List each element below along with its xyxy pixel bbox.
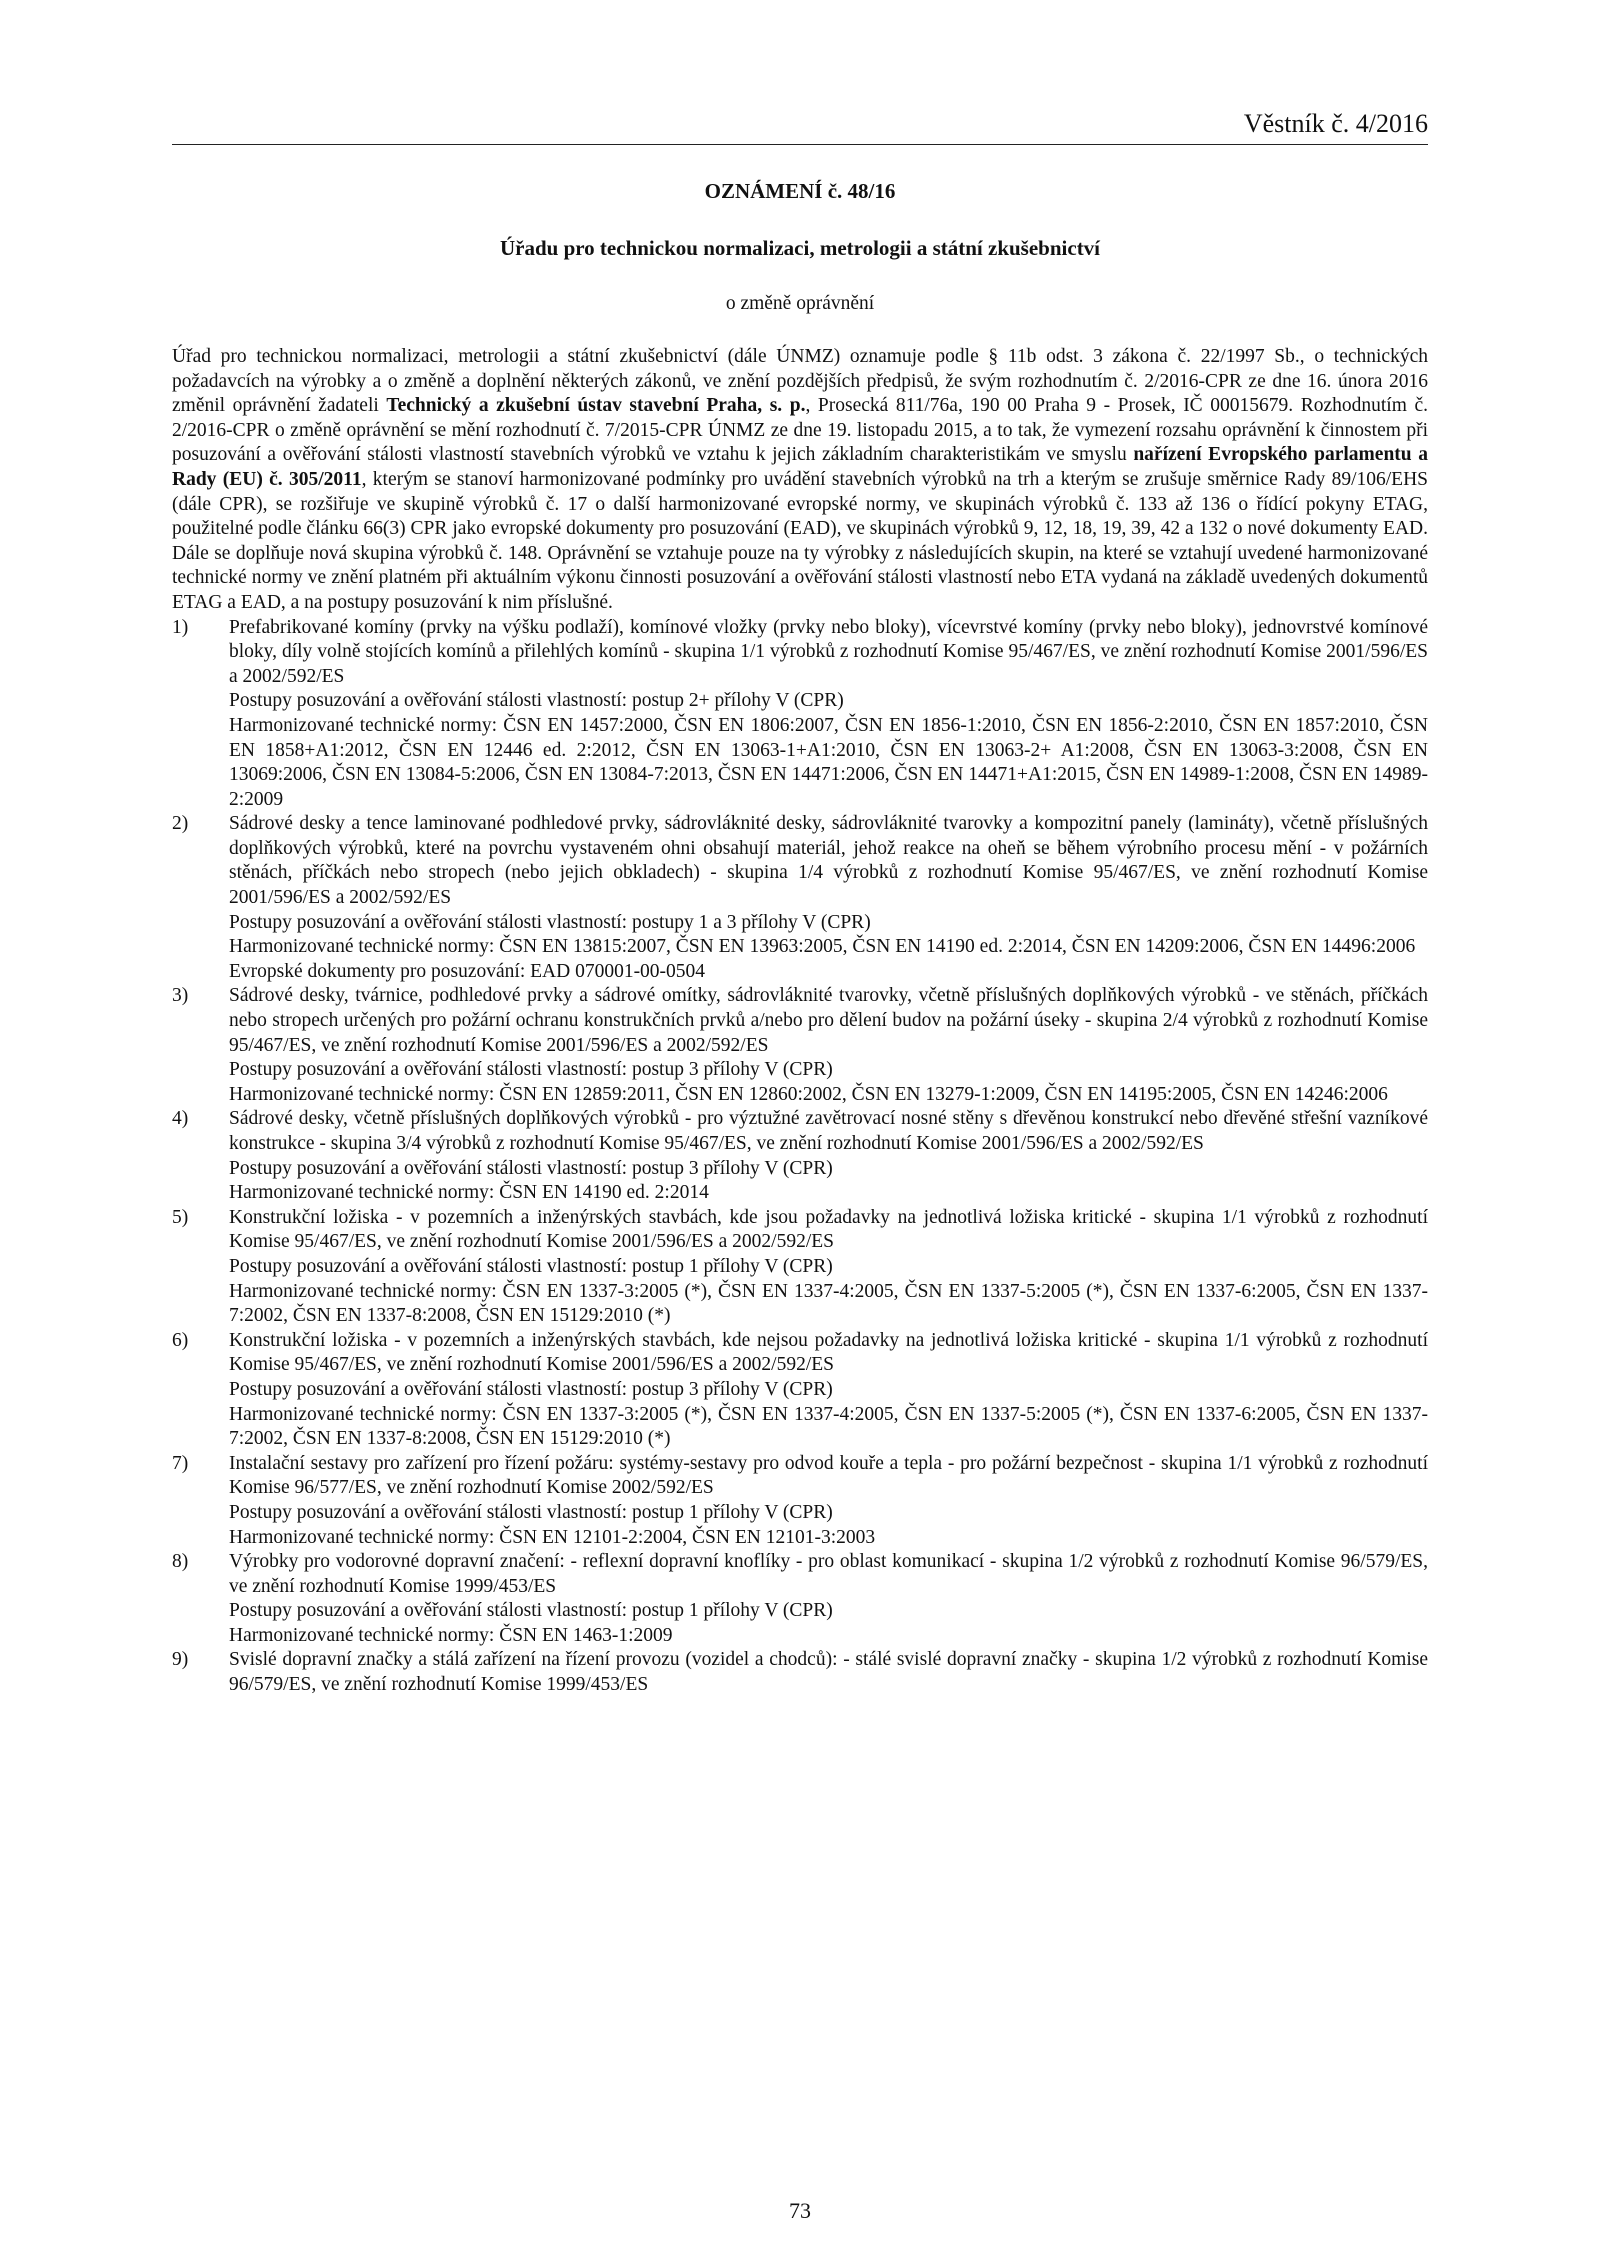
- product-group-list: [172, 616, 1428, 1698]
- list-item: [172, 616, 1428, 813]
- item-description: Sádrové desky, včetně příslušných doplňkových výrobků - pro výztužné zavětrovací nosné stěny s dřevěnou konstrukcí nebo dřevěné střešní vazníkové konstrukce - skupina 3/4 výrobků z rozhodnutí Komise 95/467/ES, ve znění rozhodnutí Komise 2001/596/ES a 2002/592/ES: [229, 1108, 1428, 1154]
- list-item: [172, 1648, 1428, 1697]
- item-description: Konstrukční ložiska - v pozemních a inženýrských stavbách, kde nejsou požadavky na jednotlivá ložiska kritické - skupina 1/1 výrobků z rozhodnutí Komise 95/467/ES, ve znění rozhodnutí Komise 2001/596/ES a 2002/592/ES: [229, 1329, 1428, 1376]
- intro-text-3: , kterým se stanoví harmonizované podmínky pro uvádění stavebních výrobků na trh a kterým se zrušuje směrnice Rady 89/106/EHS (dále CPR), se rozšiřuje ve skupině výrobků č. 17 o další harmonizované evropské normy, ve skupinách výrobků č. 133 až 136 o řídící pokyny ETAG, použitelné podle článku 66(3) CPR jako evropské dokumenty pro posuzování (EAD), ve skupinách výrobků 9, 12, 18, 19, 39, 42 a 132 o nové dokumenty EAD. Dále se doplňuje nová skupina výrobků č. 148. Oprávnění se vztahuje pouze na ty výrobky z následujících skupin, na které se vztahují uvedené harmonizované technické normy ve znění platném při aktuálním výkonu činnosti posuzování a ověřování stálosti vlastností nebo ETA vydaná na základě uvedených dokumentů ETAG a EAD, a na postupy posuzování k nim příslušné.: [172, 468, 1428, 613]
- list-item: [172, 1452, 1428, 1550]
- intro-paragraph: [172, 345, 1428, 616]
- item-procedure: Postupy posuzování a ověřování stálosti vlastností: postup 2+ přílohy V (CPR): [229, 690, 844, 712]
- intro-text-1: Úřad pro technickou normalizaci, metrologii a státní zkušebnictví (dále ÚNMZ) oznamuje podle § 11b odst. 3 zákona č. 22/1997 Sb., o technických požadavcích na výrobky a o změně a doplnění některých zákonů, ve znění pozdějších předpisů, že svým rozhodnutím č. 2/2016-CPR ze dne 16. února 2016 změnil oprávnění žadateli: [172, 346, 1428, 417]
- item-procedure: Postupy posuzování a ověřování stálosti vlastností: postup 1 přílohy V (CPR): [229, 1600, 833, 1622]
- item-number: 1): [172, 616, 189, 638]
- item-number: 9): [172, 1649, 189, 1671]
- item-description: Výrobky pro vodorovné dopravní značení: - reflexní dopravní knoflíky - pro oblast komunikací - skupina 1/2 výrobků z rozhodnutí Komise 96/579/ES, ve znění rozhodnutí Komise 1999/453/ES: [229, 1551, 1428, 1597]
- list-item: [172, 1107, 1428, 1205]
- item-standards: Harmonizované technické normy: ČSN EN 14190 ed. 2:2014: [229, 1182, 709, 1204]
- item-description: Svislé dopravní značky a stálá zařízení na řízení provozu (vozidel a chodců): - stálé svislé dopravní značky - skupina 1/2 výrobků z rozhodnutí Komise 96/579/ES, ve znění rozhodnutí Komise 1999/453/ES: [229, 1649, 1428, 1696]
- item-standards: Harmonizované technické normy: ČSN EN 1463-1:2009: [229, 1624, 673, 1646]
- item-number: 7): [172, 1452, 189, 1474]
- page-number: 73: [789, 2198, 811, 2223]
- item-description: Sádrové desky a tence laminované podhledové prvky, sádrovláknité desky, sádrovláknité tvarovky a kompozitní panely (lamináty), včetně příslušných doplňkových výrobků, které na povrchu vystaveném ohni obsahují materiál, jehož reakce na oheň se během výrobního procesu mění - v požárních stěnách, příčkách nebo stropech (nebo jejich obkladech) - skupina 1/4 výrobků z rozhodnutí Komise 95/467/ES, ve znění rozhodnutí Komise 2001/596/ES a 2002/592/ES: [229, 813, 1428, 909]
- item-procedure: Postupy posuzování a ověřování stálosti vlastností: postup 3 přílohy V (CPR): [229, 1157, 833, 1179]
- list-item: [172, 1329, 1428, 1452]
- announcement-title: OZNÁMENÍ č. 48/16: [704, 179, 896, 203]
- intro-bold-1: Technický a zkušební ústav stavební Praha, s. p.: [386, 395, 806, 417]
- item-description: Prefabrikované komíny (prvky na výšku podlaží), komínové vložky (prvky nebo bloky), vícevrstvé komíny (prvky nebo bloky), jednovrstvé komínové bloky, díly volně stojících komínů a přilehlých komínů - skupina 1/1 výrobků z rozhodnutí Komise 95/467/ES, ve znění rozhodnutí Komise 2001/596/ES a 2002/592/ES: [229, 616, 1428, 687]
- item-standards: Harmonizované technické normy: ČSN EN 1337-3:2005 (*), ČSN EN 1337-4:2005, ČSN EN 1337-5:2005 (*), ČSN EN 1337-6:2005, ČSN EN 1337-7:2002, ČSN EN 1337-8:2008, ČSN EN 15129:2010 (*): [229, 1403, 1428, 1450]
- intro-bold-2: nařízení Evropského parlamentu a Rady (EU) č. 305/2011: [172, 444, 1429, 490]
- item-number: 8): [172, 1551, 189, 1573]
- item-number: 3): [172, 985, 189, 1007]
- item-number: 5): [172, 1206, 189, 1228]
- announcement-issuer: Úřadu pro technickou normalizaci, metrologii a státní zkušebnictví: [499, 236, 1101, 260]
- item-standards: Harmonizované technické normy: ČSN EN 1457:2000, ČSN EN 1806:2007, ČSN EN 1856-1:2010, ČSN EN 1856-2:2010, ČSN EN 1857:2010, ČSN EN 1858+A1:2012, ČSN EN 12446 ed. 2:2012, ČSN EN 13063-1+A1:2010, ČSN EN 13063-2+ A1:2008, ČSN EN 13063-3:2008, ČSN EN 13069:2006, ČSN EN 13084-5:2006, ČSN EN 13084-7:2013, ČSN EN 14471:2006, ČSN EN 14471+A1:2015, ČSN EN 14989-1:2008, ČSN EN 14989-2:2009: [229, 714, 1428, 810]
- item-standards: Harmonizované technické normy: ČSN EN 13815:2007, ČSN EN 13963:2005, ČSN EN 14190 ed. 2:2014, ČSN EN 14209:2006, ČSN EN 14496:2006: [229, 936, 1416, 958]
- item-procedure: Postupy posuzování a ověřování stálosti vlastností: postup 3 přílohy V (CPR): [229, 1378, 833, 1400]
- item-procedure: Postupy posuzování a ověřování stálosti vlastností: postup 3 přílohy V (CPR): [229, 1059, 833, 1081]
- announcement-subject: o změně oprávnění: [725, 293, 875, 314]
- list-item: [172, 984, 1428, 1107]
- intro-text-2: , Prosecká 811/76a, 190 00 Praha 9 - Prosek, IČ 00015679. Rozhodnutím č. 2/2016-CPR o změně oprávnění se mění rozhodnutí č. 7/2015-CPR ÚNMZ ze dne 19. listopadu 2015, a to tak, že vymezení rozsahu oprávnění k činnostem při posuzování a ověřování stálosti vlastností stavebních výrobků ve vztahu k jejich základním charakteristikám ve smyslu: [172, 395, 1428, 466]
- item-standards: Harmonizované technické normy: ČSN EN 1337-3:2005 (*), ČSN EN 1337-4:2005, ČSN EN 1337-5:2005 (*), ČSN EN 1337-6:2005, ČSN EN 1337-7:2002, ČSN EN 1337-8:2008, ČSN EN 15129:2010 (*): [229, 1280, 1428, 1327]
- document-page: [172, 108, 1428, 2228]
- item-procedure: Postupy posuzování a ověřování stálosti vlastností: postupy 1 a 3 přílohy V (CPR): [229, 911, 871, 933]
- journal-header: Věstník č. 4/2016: [172, 108, 1428, 145]
- item-ead: Evropské dokumenty pro posuzování: EAD 070001-00-0504: [229, 960, 706, 982]
- item-number: 2): [172, 813, 189, 835]
- list-item: [172, 812, 1428, 984]
- list-item: [172, 1550, 1428, 1648]
- item-description: Konstrukční ložiska - v pozemních a inženýrských stavbách, kde jsou požadavky na jednotlivá ložiska kritické - skupina 1/1 výrobků z rozhodnutí Komise 95/467/ES, ve znění rozhodnutí Komise 2001/596/ES a 2002/592/ES: [229, 1206, 1428, 1253]
- item-description: Instalační sestavy pro zařízení pro řízení požáru: systémy-sestavy pro odvod kouře a tepla - pro požární bezpečnost - skupina 1/1 výrobků z rozhodnutí Komise 96/577/ES, ve znění rozhodnutí Komise 2002/592/ES: [229, 1452, 1428, 1499]
- item-procedure: Postupy posuzování a ověřování stálosti vlastností: postup 1 přílohy V (CPR): [229, 1501, 833, 1523]
- item-standards: Harmonizované technické normy: ČSN EN 12859:2011, ČSN EN 12860:2002, ČSN EN 13279-1:2009, ČSN EN 14195:2005, ČSN EN 14246:2006: [229, 1083, 1388, 1105]
- item-number: 4): [172, 1108, 189, 1130]
- item-procedure: Postupy posuzování a ověřování stálosti vlastností: postup 1 přílohy V (CPR): [229, 1255, 833, 1277]
- item-description: Sádrové desky, tvárnice, podhledové prvky a sádrové omítky, sádrovláknité tvarovky, včetně příslušných doplňkových výrobků - ve stěnách, příčkách nebo stropech určených pro požární ochranu konstrukčních prvků a/nebo pro dělení budov na požární úseky - skupina 2/4 výrobků z rozhodnutí Komise 95/467/ES, ve znění rozhodnutí Komise 2001/596/ES a 2002/592/ES: [229, 985, 1428, 1056]
- item-number: 6): [172, 1329, 189, 1351]
- list-item: [172, 1206, 1428, 1329]
- item-standards: Harmonizované technické normy: ČSN EN 12101-2:2004, ČSN EN 12101-3:2003: [229, 1526, 876, 1548]
